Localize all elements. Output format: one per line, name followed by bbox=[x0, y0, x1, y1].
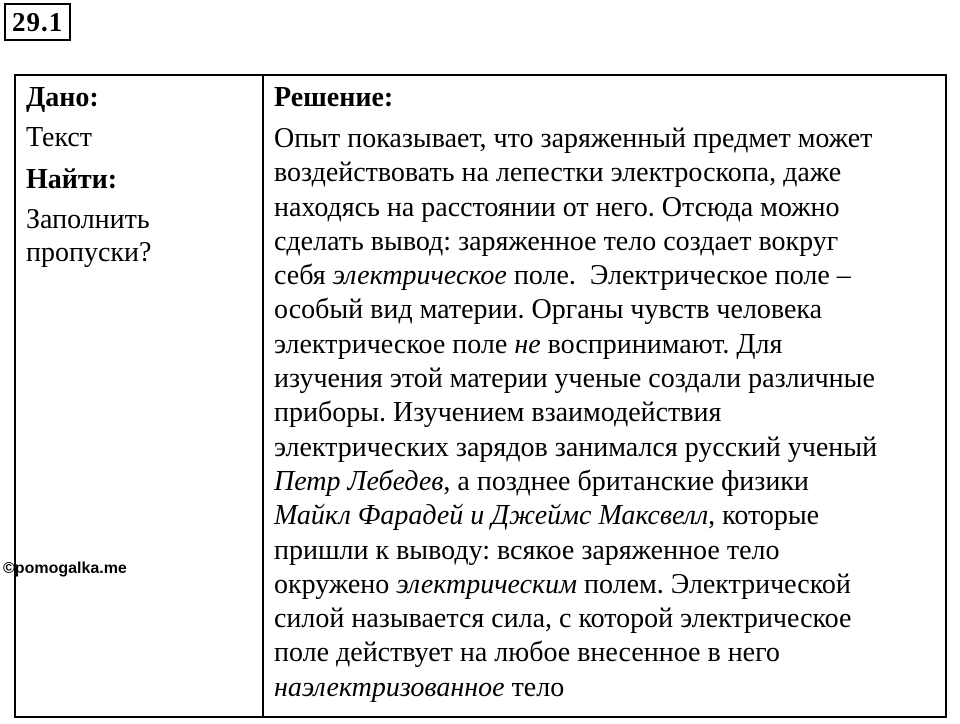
solution-line bbox=[274, 328, 942, 362]
watermark: ©pomogalka.me bbox=[3, 560, 127, 577]
solution-text-segment: поле действует на любое внесенное в него bbox=[274, 637, 780, 669]
solution-line bbox=[274, 259, 942, 293]
solution-label: Решение: bbox=[274, 82, 394, 113]
given-label: Дано: bbox=[26, 82, 99, 113]
given-text: Текст bbox=[26, 122, 93, 153]
solution-text-segment: приборы. Изучением взаимодействия bbox=[274, 397, 722, 429]
solution-text-segment: силой называется сила, с которой электрическое bbox=[274, 603, 852, 635]
solution-text-segment: электрических зарядов занимался русский ученый bbox=[274, 431, 878, 463]
solution-italic-text: электрическим bbox=[396, 568, 578, 600]
solution-column bbox=[274, 80, 942, 705]
solution-line bbox=[274, 499, 942, 533]
solution-italic-text: Майкл Фарадей и Джеймс Максвелл bbox=[274, 500, 709, 532]
solution-text-segment: , которые bbox=[708, 500, 820, 532]
solution-line bbox=[274, 465, 942, 499]
solution-text-segment: , а позднее британские физики bbox=[443, 465, 809, 497]
solution-text-segment: сделать вывод: заряженное тело создает вокруг bbox=[274, 225, 839, 257]
solution-line bbox=[274, 225, 942, 259]
solution-text-segment: находясь на расстоянии от него. Отсюда можно bbox=[274, 191, 840, 223]
solution-text-segment: тело bbox=[504, 671, 565, 703]
column-divider bbox=[262, 76, 264, 716]
solution-text-segment: пришли к выводу: всякое заряженное тело bbox=[274, 534, 780, 566]
find-text-line: пропуски? bbox=[26, 237, 152, 268]
solution-table bbox=[14, 74, 947, 718]
solution-line bbox=[274, 602, 942, 636]
solution-line bbox=[274, 568, 942, 602]
solution-text-segment: воздействовать на лепестки электроскопа, даже bbox=[274, 157, 842, 189]
solution-line bbox=[274, 431, 942, 465]
solution-line bbox=[274, 362, 942, 396]
solution-text-segment: Опыт показывает, что заряженный предмет может bbox=[274, 123, 873, 154]
find-label: Найти: bbox=[26, 164, 118, 195]
solution-text-segment: поле. Электрическое поле – bbox=[506, 260, 851, 292]
solution-italic-text: наэлектризованное bbox=[274, 671, 505, 703]
solution-text-segment: особый вид материи. Органы чувств человека bbox=[274, 294, 823, 326]
solution-line bbox=[274, 671, 942, 705]
task-number: 29.1 bbox=[4, 3, 71, 41]
solution-line bbox=[274, 156, 942, 190]
solution-text-segment: воспринимают. Для bbox=[540, 328, 783, 360]
solution-line bbox=[274, 293, 942, 327]
solution-text bbox=[274, 122, 942, 705]
solution-text-segment: электрическое поле bbox=[274, 328, 515, 360]
solution-line bbox=[274, 191, 942, 225]
solution-text-segment: изучения этой материи ученые создали различные bbox=[274, 363, 875, 395]
solution-italic-text: не bbox=[514, 328, 541, 360]
given-column bbox=[26, 80, 254, 269]
find-text bbox=[26, 203, 254, 269]
solution-line bbox=[274, 534, 942, 568]
solution-text-segment: полем. Электрической bbox=[577, 568, 851, 600]
solution-line bbox=[274, 122, 942, 156]
solution-text-segment: окружено bbox=[274, 568, 397, 600]
solution-text-segment: себя bbox=[274, 260, 333, 292]
find-text-line: Заполнить bbox=[26, 204, 150, 235]
solution-line bbox=[274, 396, 942, 430]
solution-italic-text: электрическое bbox=[332, 260, 507, 292]
solution-line bbox=[274, 636, 942, 670]
solution-italic-text: Петр Лебедев bbox=[274, 465, 444, 497]
